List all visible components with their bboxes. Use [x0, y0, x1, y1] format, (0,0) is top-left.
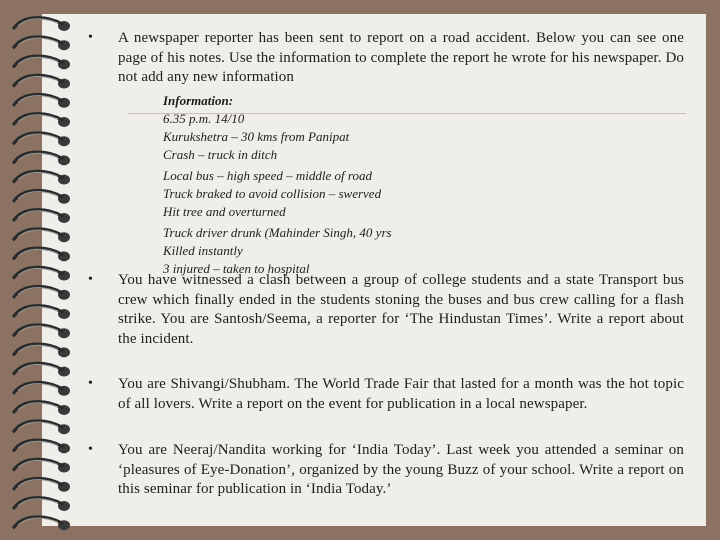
- notes-line: Hit tree and overturned: [163, 204, 286, 219]
- notes-line: Crash – truck in ditch: [163, 147, 278, 162]
- binding-ring-icon: [14, 267, 70, 280]
- notes-line: Killed instantly: [163, 243, 243, 258]
- notes-line: 6.35 p.m. 14/10: [163, 111, 245, 126]
- binding-ring-icon: [14, 248, 70, 261]
- task-2-text: You have witnessed a clash between a group of college students and a state Transport bus crew which finally ended in the students stoning the buses and bus crew calling for a flash strike. You are Santosh/Seema, a reporter for ‘The Hindustan Times’. Write a report about the incident.: [118, 272, 684, 347]
- task-3-text: You are Shivangi/Shubham. The World Trade Fair that lasted for a month was the hot topic of all lovers. Write a report on the event for publication in a local newspaper.: [118, 376, 684, 412]
- binding-ring-icon: [14, 363, 70, 376]
- binding-ring-icon: [14, 306, 70, 319]
- binding-ring-icon: [14, 75, 70, 88]
- binding-ring-icon: [14, 459, 70, 472]
- binding-ring-icon: [14, 344, 70, 357]
- task-4-text: You are Neeraj/Nandita working for ‘India Today’. Last week you attended a seminar on ‘pleasures of Eye-Donation’, organized by the young Buzz of your school. Write a report on this seminar for publication in ‘India Today.’: [118, 442, 684, 497]
- binding-ring-icon: [14, 133, 70, 146]
- bullet-4: •: [88, 442, 93, 457]
- binding-ring-icon: [14, 37, 70, 50]
- binding-ring-icon: [14, 383, 70, 396]
- binding-ring-icon: [14, 325, 70, 338]
- binding-ring-icon: [14, 229, 70, 242]
- binding-ring-icon: [14, 440, 70, 453]
- bullet-1: •: [88, 30, 93, 45]
- binding-ring-icon: [14, 210, 70, 223]
- notes-heading: Information:: [163, 93, 234, 108]
- binding-ring-icon: [14, 114, 70, 127]
- task-1-text: A newspaper reporter has been sent to report on a road accident. Below you can see one page of his notes. Use the information to complete the report he wrote for his newspaper. Do not add any new information: [118, 30, 684, 85]
- binding-ring-icon: [14, 191, 70, 204]
- binding-ring-icon: [14, 56, 70, 69]
- binding-ring-icon: [14, 287, 70, 300]
- notes-line: 3 injured – taken to hospital: [163, 261, 310, 276]
- binding-ring-icon: [14, 95, 70, 108]
- binding-ring-icon: [14, 18, 70, 31]
- notes-line: Truck braked to avoid collision – swerved: [163, 186, 382, 201]
- binding-ring-icon: [14, 479, 70, 492]
- binding-ring-icon: [14, 517, 70, 530]
- bullet-3: •: [88, 376, 93, 391]
- binding-ring-icon: [14, 498, 70, 511]
- reporter-notes: [163, 92, 523, 278]
- binding-ring-icon: [14, 171, 70, 184]
- binding-ring-icon: [14, 421, 70, 434]
- notes-line: Truck driver drunk (Mahinder Singh, 40 yrs: [163, 225, 392, 240]
- bullet-2: •: [88, 272, 93, 287]
- binding-ring-icon: [14, 402, 70, 415]
- binding-ring-icon: [14, 152, 70, 165]
- spiral-binding-icon: [0, 0, 80, 540]
- notes-line: Local bus – high speed – middle of road: [163, 168, 372, 183]
- notes-line: Kurukshetra – 30 kms from Panipat: [163, 129, 350, 144]
